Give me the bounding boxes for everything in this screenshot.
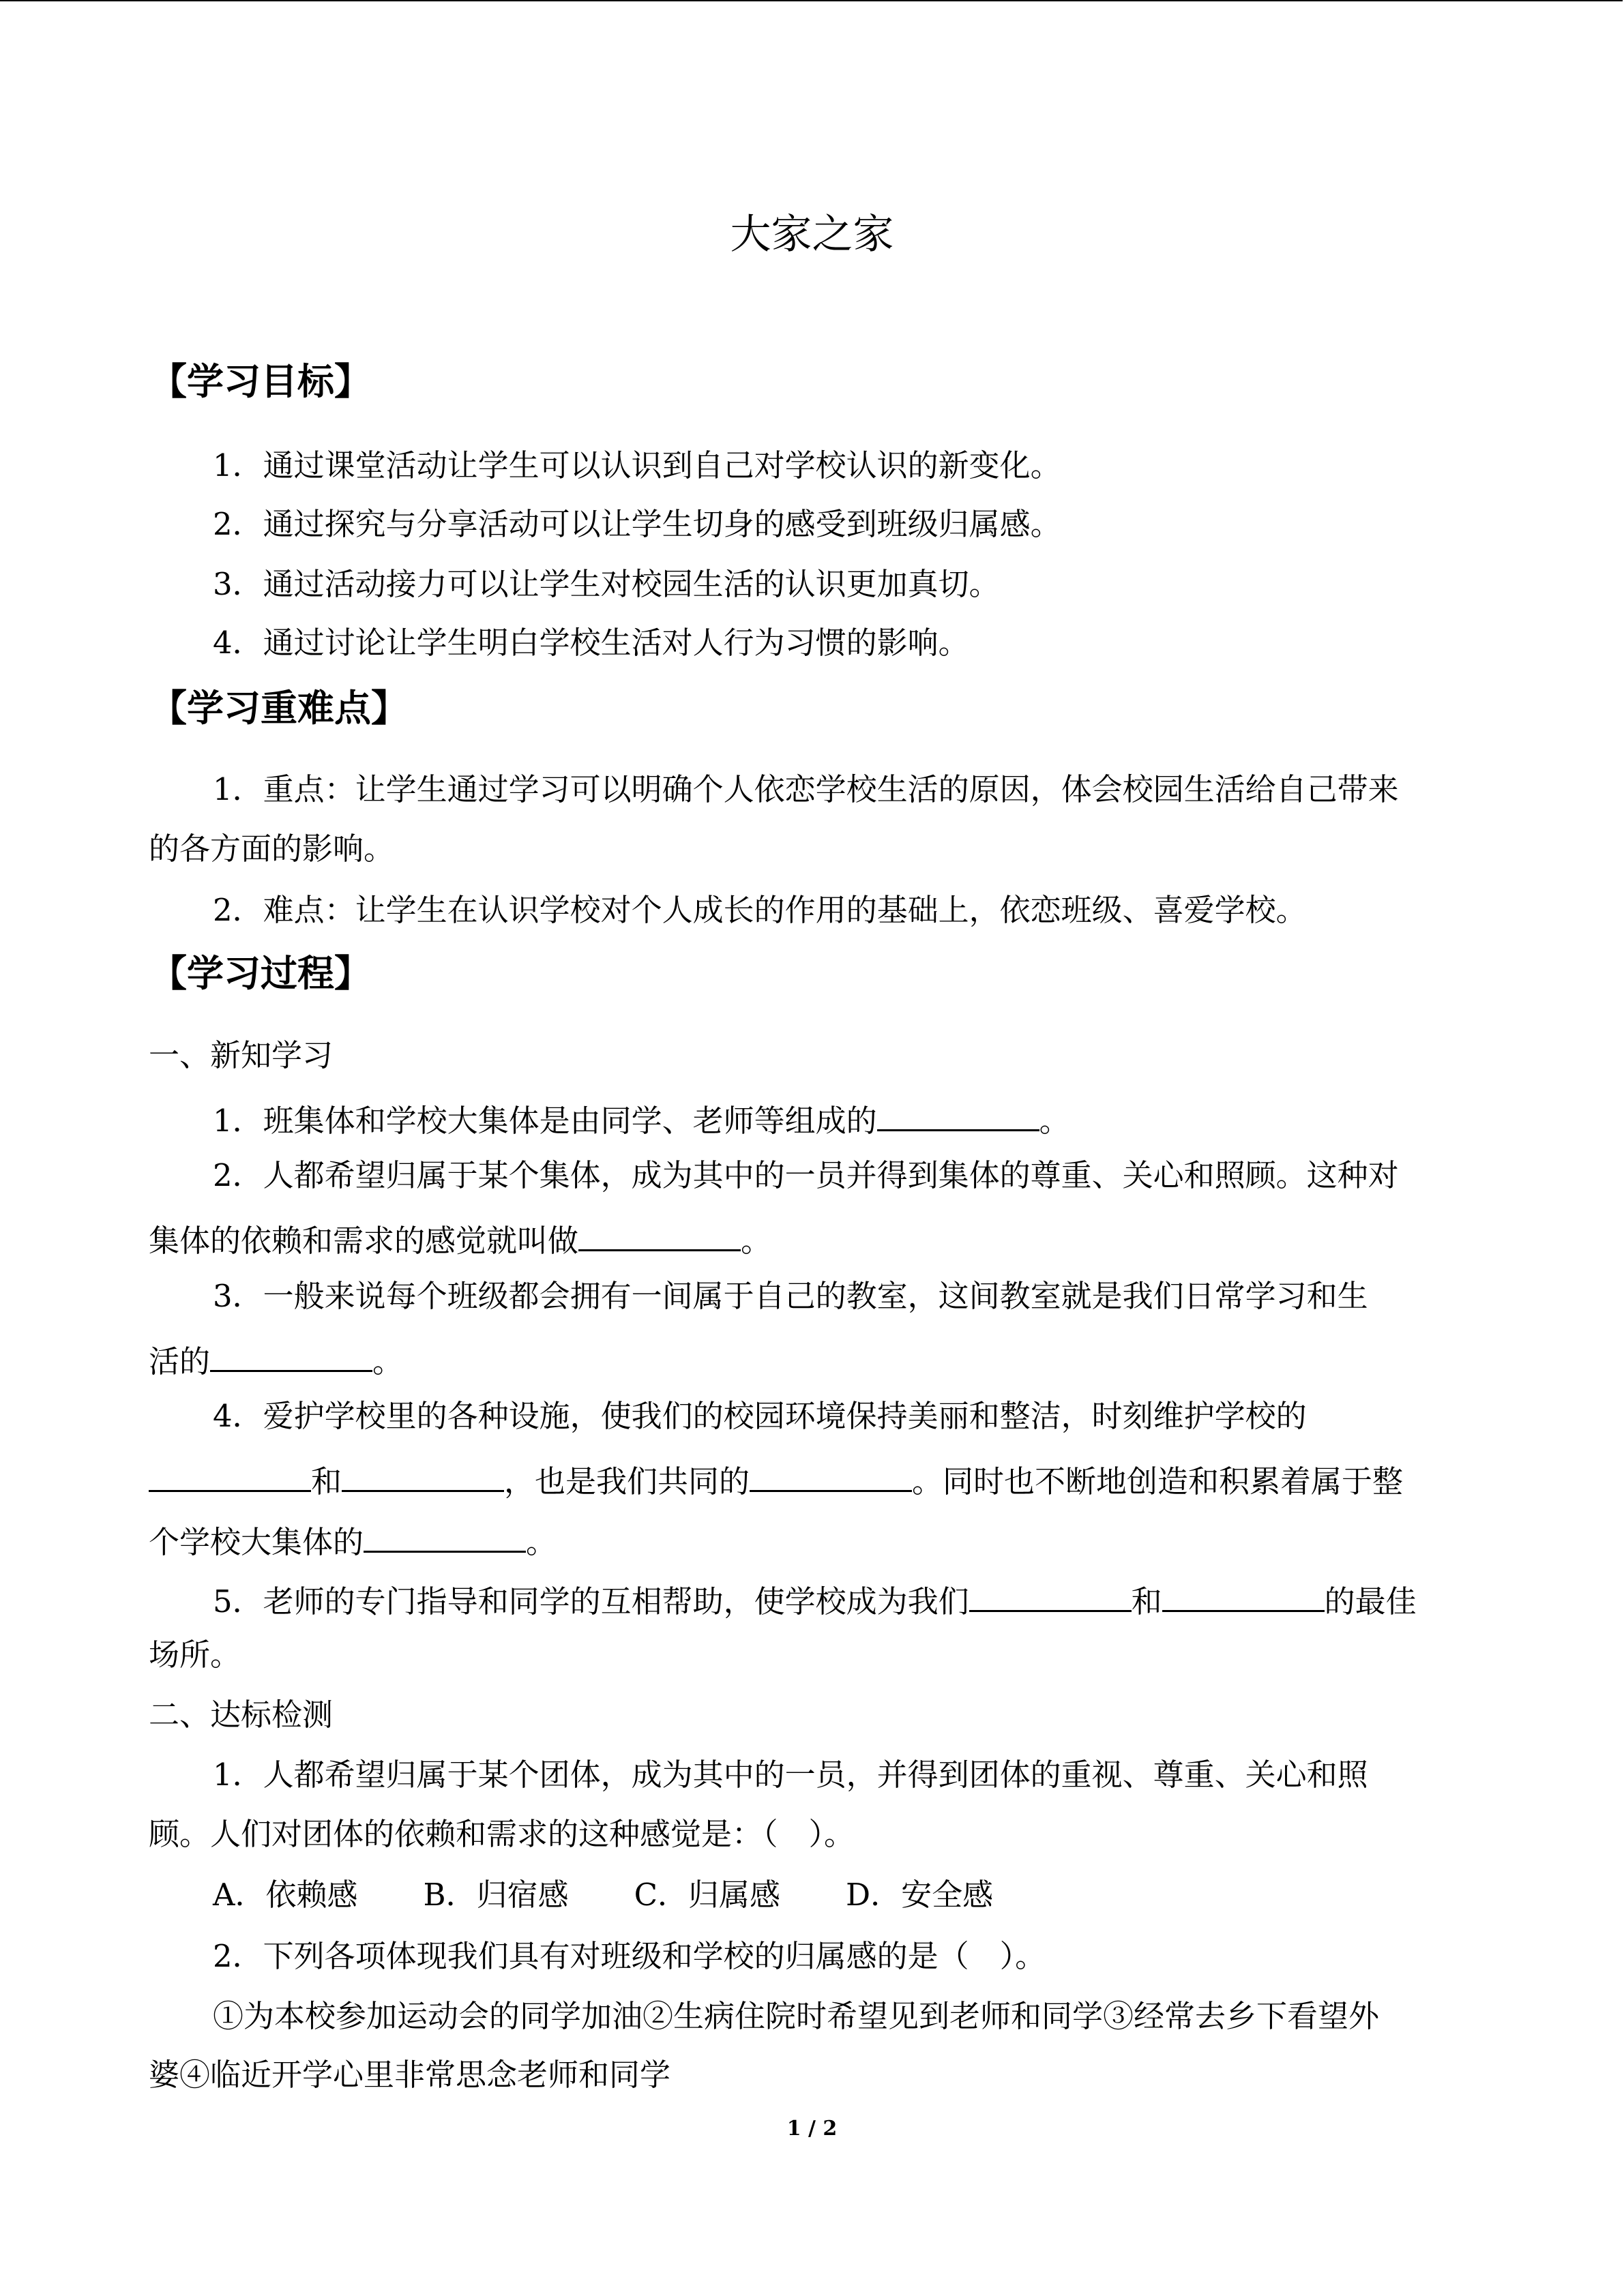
- key-points-heading: 【学习重难点】: [150, 687, 408, 730]
- question-5: [213, 1577, 1417, 1620]
- question-3-cont: [149, 1337, 403, 1380]
- answer-blank[interactable]: [877, 1097, 1039, 1131]
- goals-heading: 【学习目标】: [150, 360, 371, 403]
- option-d[interactable]: D．安全感: [846, 1877, 994, 1913]
- answer-blank[interactable]: [149, 1457, 311, 1492]
- page-title: 大家之家: [730, 211, 894, 258]
- question-2-cont: [149, 1217, 771, 1259]
- question-text: 的最佳: [1324, 1583, 1417, 1620]
- question-text: 。: [741, 1223, 772, 1259]
- answer-blank[interactable]: [210, 1337, 372, 1372]
- question-text: 。同时也不断地创造和积累着属于整: [912, 1463, 1404, 1500]
- goal-item: 4．通过讨论让学生明白学校生活对人行为习惯的影响。: [213, 625, 969, 661]
- question-3: 3．一般来说每个班级都会拥有一间属于自己的教室，这间教室就是我们日常学习和生: [213, 1278, 1368, 1314]
- option-a[interactable]: A．依赖感: [213, 1877, 358, 1913]
- key-point-1: 1．重点：让学生通过学习可以明确个人依恋学校生活的原因，体会校园生活给自己带来: [213, 771, 1399, 807]
- question-text: 集体的依赖和需求的感觉就叫做: [149, 1223, 579, 1259]
- page-top-border: [0, 0, 1623, 1]
- question-text: ，也是我们共同的: [504, 1463, 750, 1500]
- key-point-2: 2．难点：让学生在认识学校对个人成长的作用的基础上，依恋班级、喜爱学校。: [213, 892, 1307, 928]
- check-question-2-items: ①为本校参加运动会的同学加油②生病住院时希望见到老师和同学③经常去乡下看望外: [213, 1998, 1380, 2034]
- check-question-1-cont: 顾。人们对团体的依赖和需求的这种感觉是：（ ）。: [149, 1816, 855, 1852]
- question-4: 4．爱护学校里的各种设施，使我们的校园环境保持美丽和整洁，时刻维护学校的: [213, 1398, 1307, 1434]
- goal-item: 2．通过探究与分享活动可以让学生切身的感受到班级归属感。: [213, 506, 1061, 542]
- new-knowledge-heading: 一、新知学习: [149, 1037, 334, 1073]
- question-2: 2．人都希望归属于某个集体，成为其中的一员并得到集体的尊重、关心和照顾。这种对: [213, 1157, 1399, 1193]
- page-number: 1 / 2: [786, 2117, 838, 2141]
- answer-blank[interactable]: [342, 1457, 504, 1492]
- question-text: 和: [311, 1463, 342, 1500]
- check-question-1: 1．人都希望归属于某个团体，成为其中的一员，并得到团体的重视、尊重、关心和照: [213, 1757, 1368, 1793]
- option-c[interactable]: C．归属感: [634, 1877, 781, 1913]
- question-4-cont2: [149, 1518, 557, 1561]
- option-b[interactable]: B．归宿感: [423, 1877, 569, 1913]
- question-5-cont: 场所。: [149, 1637, 241, 1673]
- answer-blank[interactable]: [364, 1518, 526, 1553]
- question-4-cont: [149, 1457, 1403, 1500]
- check-heading: 二、达标检测: [149, 1697, 334, 1733]
- answer-blank[interactable]: [578, 1217, 741, 1251]
- answer-blank[interactable]: [969, 1577, 1132, 1612]
- question-text: 个学校大集体的: [149, 1524, 364, 1560]
- question-text: 和: [1131, 1583, 1162, 1620]
- check-question-2: 2．下列各项体现我们具有对班级和学校的归属感的是（ ）。: [213, 1938, 1046, 1974]
- key-point-1-cont: 的各方面的影响。: [149, 831, 395, 867]
- question-1: [213, 1097, 1070, 1139]
- question-text: 5．老师的专门指导和同学的互相帮助，使学校成为我们: [213, 1583, 969, 1620]
- process-heading: 【学习过程】: [150, 952, 371, 995]
- question-text: 1．班集体和学校大集体是由同学、老师等组成的: [213, 1103, 877, 1139]
- goal-item: 1．通过课堂活动让学生可以认识到自己对学校认识的新变化。: [213, 447, 1061, 483]
- question-text: 。: [372, 1343, 404, 1380]
- check-question-1-options: [213, 1877, 1059, 1913]
- check-question-2-items-cont: 婆④临近开学心里非常思念老师和同学: [149, 2057, 671, 2093]
- goal-item: 3．通过活动接力可以让学生对校园生活的认识更加真切。: [213, 566, 1000, 602]
- question-text: 。: [526, 1524, 557, 1560]
- answer-blank[interactable]: [1162, 1577, 1325, 1612]
- answer-blank[interactable]: [750, 1457, 912, 1492]
- question-text: 活的: [149, 1343, 211, 1380]
- question-text: 。: [1039, 1103, 1070, 1139]
